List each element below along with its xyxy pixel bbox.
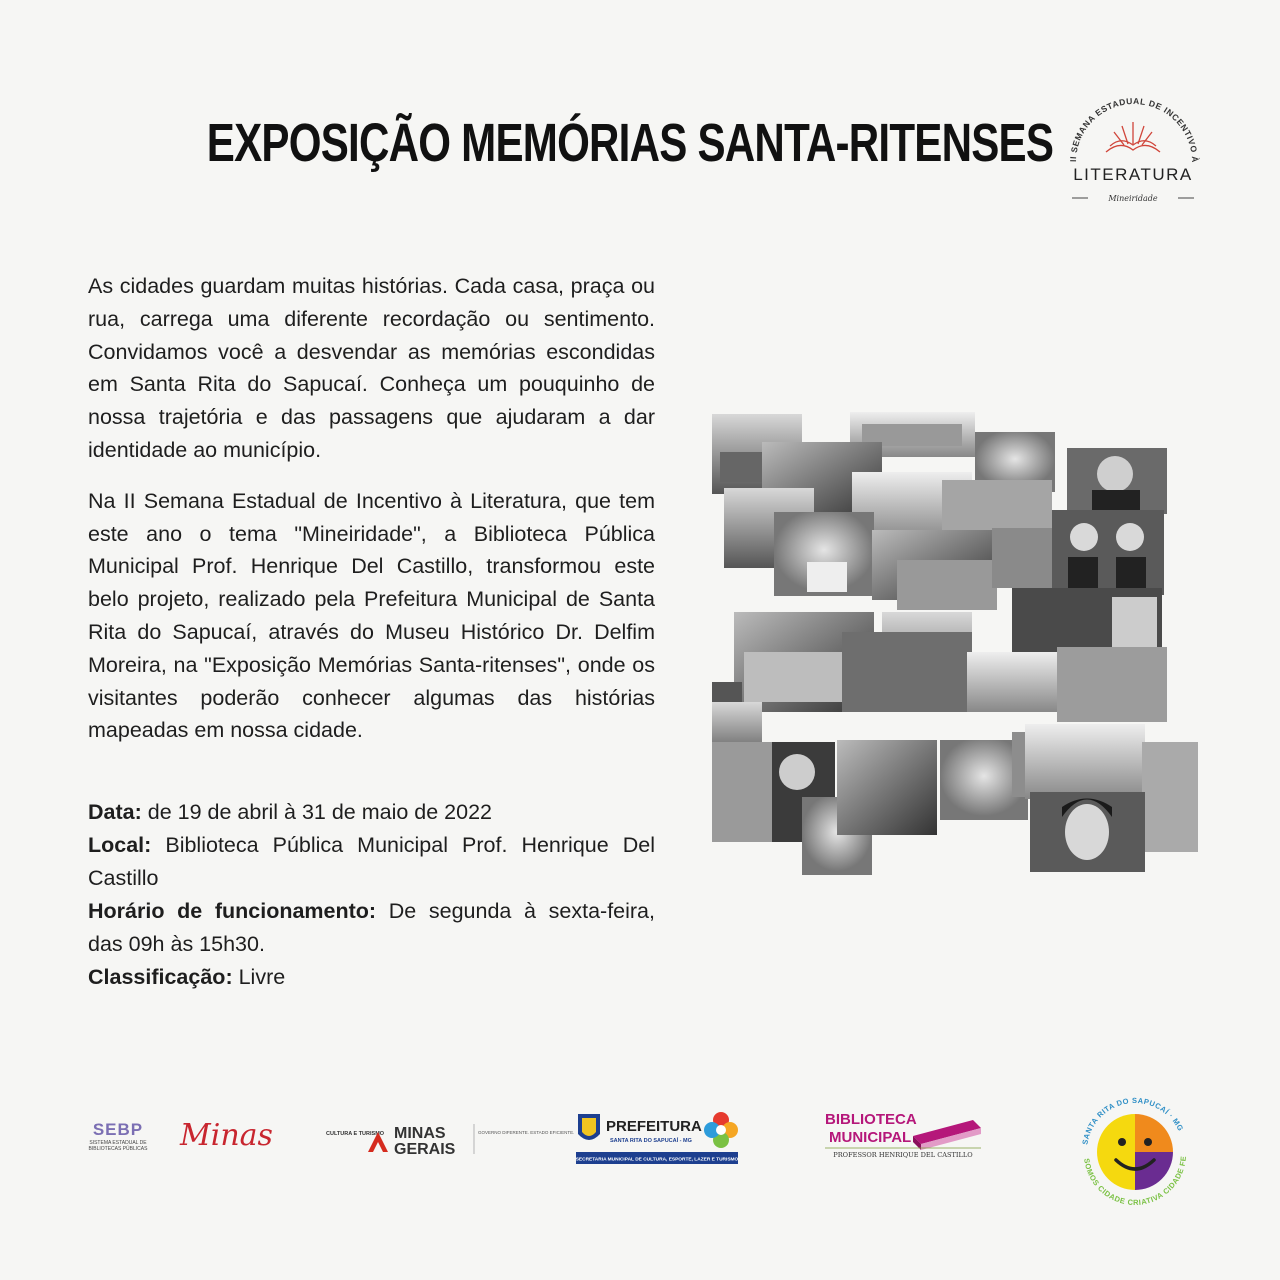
svg-text:PREFEITURA: PREFEITURA (606, 1118, 702, 1135)
sebp-logo: SEBP SISTEMA ESTADUAL DE BIBLIOTECAS PÚBLICAS (88, 1120, 148, 1152)
svg-text:MINAS: MINAS (394, 1125, 446, 1142)
description (88, 270, 655, 765)
badge-main-text: LITERATURA (1073, 165, 1193, 184)
photo-town-aerial (942, 480, 1052, 530)
svg-text:SANTA RITA DO SAPUCAÍ - MG: SANTA RITA DO SAPUCAÍ - MG (610, 1138, 692, 1144)
photo-women-group (842, 632, 972, 712)
event-info (88, 796, 655, 994)
page-title: EXPOSIÇÃO MEMÓRIAS SANTA-RITENSES (206, 113, 1054, 173)
svg-text:II SEMANA ESTADUAL DE INCENTIV (1068, 96, 1200, 163)
info-date: Data: de 19 de abril à 31 de maio de 2022 (88, 800, 493, 824)
svg-text:BIBLIOTECA: BIBLIOTECA (825, 1111, 917, 1128)
svg-text:GERAIS: GERAIS (394, 1141, 456, 1158)
city-crest-icon (578, 1114, 600, 1140)
photo-band (837, 740, 937, 835)
photo-mountain-road (712, 742, 772, 842)
photo-wood-building (992, 528, 1052, 588)
info-rating: Classificação: Livre (88, 965, 286, 989)
somos-cidade-feliz-logo (1070, 1086, 1200, 1216)
svg-text:SECRETARIA MUNICIPAL DE CULTUR: SECRETARIA MUNICIPAL DE CULTURA, ESPORTE, LAZER E TURISMO (575, 1157, 739, 1163)
colorful-flower-icon (704, 1112, 738, 1148)
photo-collage (712, 412, 1198, 876)
minas-gerais-logo (324, 1118, 575, 1158)
photo-mansion (1057, 647, 1167, 722)
biblioteca-logo (823, 1106, 983, 1168)
photo-shopfront (897, 560, 997, 610)
paragraph-event: Na II Semana Estadual de Incentivo à Literatura, que tem este ano o tema "Mineiridade", a Biblioteca Pública Municipal Prof. Henrique Del Castillo, transformou este belo projeto, realizado pela Prefeitura Municipal de Santa Rita do Sapucaí, através do Museu Histórico Dr. Delfim Moreira, na "Exposição Memórias Santa-ritenses", onde os visitantes poderão conhecer algumas das histórias mapeadas em nossa cidade. (88, 488, 655, 743)
photo-old-hotel (1025, 724, 1145, 799)
svg-text:SANTA RITA DO SAPUCAÍ · MG: SANTA RITA DO SAPUCAÍ · MG (1080, 1095, 1186, 1146)
smiley-icon (1090, 1106, 1180, 1198)
badge-arc-text: II SEMANA ESTADUAL DE INCENTIVO À (1067, 95, 1201, 164)
badge-sub-text: Mineiridade (1108, 194, 1158, 203)
minas-logo: Minas (180, 1118, 273, 1153)
book-icon (913, 1120, 981, 1150)
svg-text:CULTURA E TURISMO: CULTURA E TURISMO (326, 1131, 385, 1137)
svg-text:MUNICIPAL: MUNICIPAL (829, 1129, 912, 1146)
literatura-badge-logo (1058, 82, 1208, 212)
prefeitura-logo (574, 1106, 740, 1166)
paragraph-intro: As cidades guardam muitas histórias. Cada casa, praça ou rua, carrega uma diferente recordação ou sentimento. Convidamos você a desvendar as memórias escondidas em Santa Rita do Sapucaí. Conheça um pouquinho de nossa trajetória e das passagens que ajudaram a dar identidade ao município. (88, 274, 655, 462)
svg-text:SOMOS CIDADE CRIATIVA CIDADE F: SOMOS CIDADE CRIATIVA CIDADE FE (1082, 1155, 1189, 1208)
svg-text:GOVERNO DIFERENTE. ESTADO EFIC: GOVERNO DIFERENTE. ESTADO EFICIENTE. (478, 1130, 575, 1135)
photo-school-building (967, 652, 1067, 712)
open-book-icon (1106, 122, 1160, 152)
photo-hills (1142, 742, 1198, 852)
info-hours: Horário de funcionamento: De segunda à sexta-feira, das 09h às 15h30. (88, 899, 655, 956)
svg-text:PROFESSOR HENRIQUE DEL CASTILL: PROFESSOR HENRIQUE DEL CASTILLO (833, 1151, 973, 1159)
info-location: Local: Biblioteca Pública Municipal Prof. Henrique Del Castillo (88, 833, 655, 890)
